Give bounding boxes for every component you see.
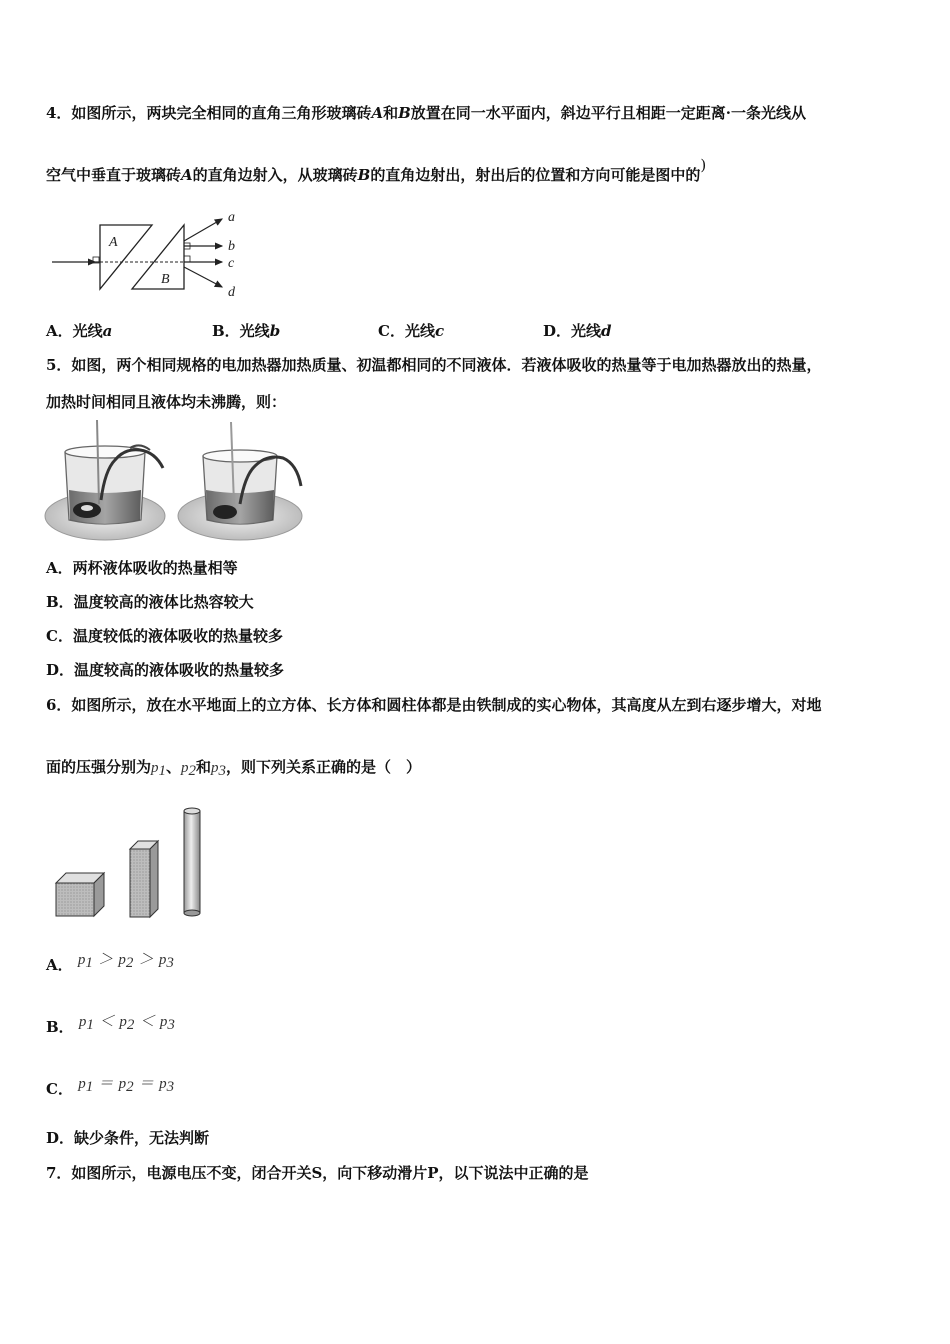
ray-a	[184, 219, 222, 241]
q6-solids-figure	[52, 805, 212, 920]
q5-option-d[interactable]: D．温度较高的液体吸收的热量较多	[46, 661, 285, 679]
cube	[56, 873, 104, 916]
prism-b	[132, 225, 184, 289]
q6-line1: 6．如图所示，放在水平地面上的立方体、长方体和圆柱体都是由铁制成的实心物体，其高度从左到右逐步增大，对地	[46, 696, 822, 714]
q5-line2: 加热时间相同且液体均未沸腾，则：	[46, 393, 287, 411]
prism-a-label: A	[109, 235, 118, 250]
label-c: c	[228, 256, 235, 271]
cuboid	[130, 841, 158, 917]
q4-prism-figure	[50, 205, 250, 305]
q5-option-c[interactable]: C．温度较低的液体吸收的热量较多	[46, 627, 283, 645]
q5-option-b[interactable]: B．温度较高的液体比热容较大	[46, 593, 254, 611]
q6-option-a[interactable]: A． p1 ＞ p2 ＞ p3	[46, 952, 174, 974]
q7-line1: 7．如图所示，电源电压不变，闭合开关S，向下移动滑片P，以下说法中正确的是	[46, 1164, 589, 1182]
q5-option-a[interactable]: A．两杯液体吸收的热量相等	[46, 559, 238, 577]
q4-option-a[interactable]: A．光线a	[46, 322, 113, 340]
beaker-left	[45, 420, 165, 540]
q4-line2: 空气中垂直于玻璃砖A的直角边射入，从玻璃砖B的直角边射出，射出后的位置和方向可能是图中的)	[46, 156, 707, 184]
label-b: b	[228, 239, 235, 254]
beaker-right	[178, 422, 302, 540]
q4-line1: 4．如图所示，两块完全相同的直角三角形玻璃砖A和B放置在同一水平面内，斜边平行且相距一定距离·一条光线从	[46, 104, 807, 122]
q6-option-b[interactable]: B． p1 ＜ p2 ＜ p3	[46, 1014, 175, 1036]
q4-option-d[interactable]: D．光线d	[543, 322, 612, 340]
q6-option-c[interactable]: C． p1 ＝ p2 ＝ p3	[46, 1076, 175, 1098]
q4-option-b[interactable]: B．光线b	[212, 322, 281, 340]
q4-option-c[interactable]: C．光线c	[378, 322, 445, 340]
ray-d	[184, 267, 222, 287]
q5-line1: 5．如图，两个相同规格的电加热器加热质量、初温都相同的不同液体．若液体吸收的热量等于电加热器放出的热量，	[46, 356, 822, 374]
cylinder	[184, 808, 200, 916]
label-a: a	[228, 210, 235, 225]
prism-b-label: B	[161, 272, 170, 287]
prism-a	[100, 225, 152, 289]
q6-line2: 面的压强分别为p1、p2和p3，则下列关系正确的是（ ）	[46, 758, 422, 779]
q5-beakers-figure	[45, 420, 315, 545]
label-d: d	[228, 285, 235, 300]
q6-option-d[interactable]: D．缺少条件，无法判断	[46, 1129, 210, 1147]
